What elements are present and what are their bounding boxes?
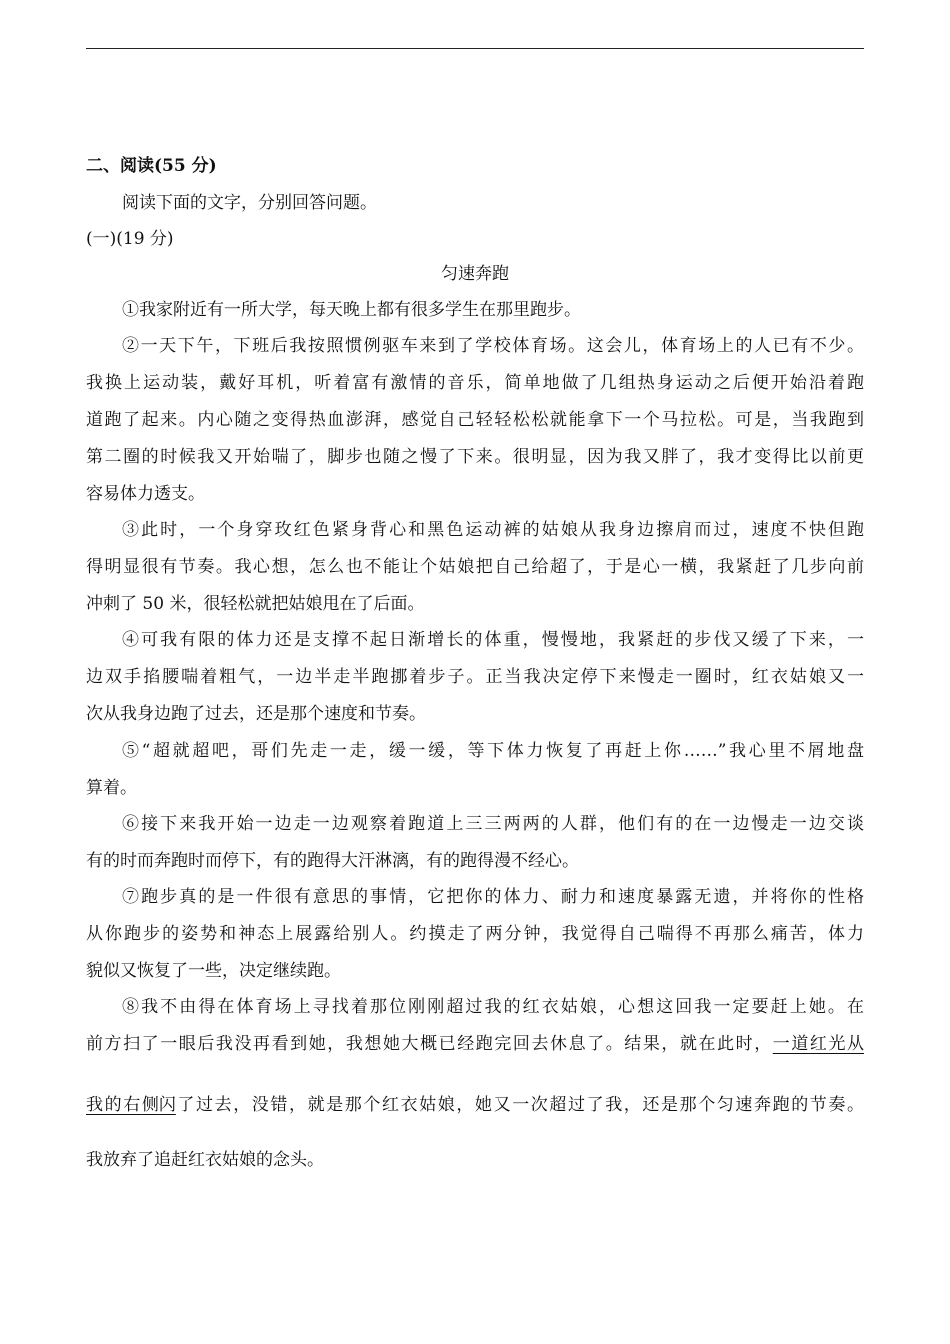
paragraph-2-line-5: 容易体力透支。 [86,484,205,504]
underlined-phrase-end: 我的右 [86,1095,142,1115]
paragraph-7-line-3: 貌似又恢复了一些，决定继续跑。 [86,961,341,981]
article-title: 匀速奔跑 [441,264,509,284]
paragraph-8-line-3-text: 了过去，没错，就是那个红衣姑娘，她又一次超过了我，还是那个匀速奔跑的节奏。 [175,1095,864,1115]
paragraph-2-line-1: ②一天下午，下班后我按照惯例驱车来到了学校体育场。这会儿，体育场上的人已有不少。 [122,336,864,356]
paragraph-3-line-3: 冲刺了 50 米，很轻松就把姑娘甩在了后面。 [86,594,425,614]
part-label: (一)(19 分) [86,229,174,249]
paragraph-4-line-2: 边双手掐腰喘着粗气，一边半走半跑挪着步子。正当我决定停下来慢走一圈时，红衣姑娘又一 [86,667,864,687]
paragraph-2-line-2: 我换上运动装，戴好耳机，听着富有激情的音乐，简单地做了几组热身运动之后便开始沿着跑 [86,373,864,393]
section-heading: 二、阅读(55 分) [86,156,217,176]
top-rule [86,48,864,49]
paragraph-8-line-3 [86,1093,864,1117]
paragraph-1: ①我家附近有一所大学，每天晚上都有很多学生在那里跑步。 [122,300,581,320]
paragraph-6-line-1: ⑥接下来我开始一边走一边观察着跑道上三三两两的人群，他们有的在一边慢走一边交谈 [122,814,864,834]
paragraph-6-line-2: 有的时而奔跑时而停下，有的跑得大汗淋漓，有的跑得漫不经心。 [86,851,579,871]
paragraph-8-line-1: ⑧我不由得在体育场上寻找着那位刚刚超过我的红衣姑娘，心想这回我一定要赶上她。在 [122,997,864,1017]
dotted-char-2: 闪 [158,1095,176,1115]
paragraph-7-line-1: ⑦跑步真的是一件很有意思的事情，它把你的体力、耐力和速度暴露无遗，并将你的性格 [122,887,864,907]
instruction-text: 阅读下面的文字，分别回答问题。 [122,193,377,213]
dotted-char-1: 侧 [141,1095,159,1115]
paragraph-2-line-4: 第二圈的时候我又开始喘了，脚步也随之慢了下来。很明显，因为我又胖了，我才变得比以前更 [86,447,864,467]
paragraph-8-line-4: 我放弃了追赶红衣姑娘的念头。 [86,1150,324,1170]
paragraph-5-line-2: 算着。 [86,778,137,798]
paragraph-4-line-3: 次从我身边跑了过去，还是那个速度和节奏。 [86,704,426,724]
paragraph-3-line-2: 得明显很有节奏。我心想，怎么也不能让个姑娘把自己给超了，于是心一横，我紧赶了几步向前 [86,557,864,577]
paragraph-4-line-1: ④可我有限的体力还是支撑不起日渐增长的体重，慢慢地，我紧赶的步伐又缓了下来，一 [122,630,864,650]
underlined-phrase-start: 一道红光从 [772,1034,864,1054]
paragraph-3-line-1: ③此时，一个身穿玫红色紧身背心和黑色运动裤的姑娘从我身边擦肩而过，速度不快但跑 [122,520,864,540]
paragraph-8-line-2-text: 前方扫了一眼后我没再看到她，我想她大概已经跑完回去休息了。结果，就在此时， [86,1034,773,1054]
paragraph-5-line-1: ⑤“超就超吧，哥们先走一走，缓一缓，等下体力恢复了再赶上你……”我心里不屑地盘 [122,741,864,761]
paragraph-8-line-2 [86,1032,864,1056]
paragraph-2-line-3: 道跑了起来。内心随之变得热血澎湃，感觉自己轻轻松松就能拿下一个马拉松。可是，当我跑到 [86,410,864,430]
paragraph-7-line-2: 从你跑步的姿势和神态上展露给别人。约摸走了两分钟，我觉得自己喘得不再那么痛苦，体力 [86,924,864,944]
